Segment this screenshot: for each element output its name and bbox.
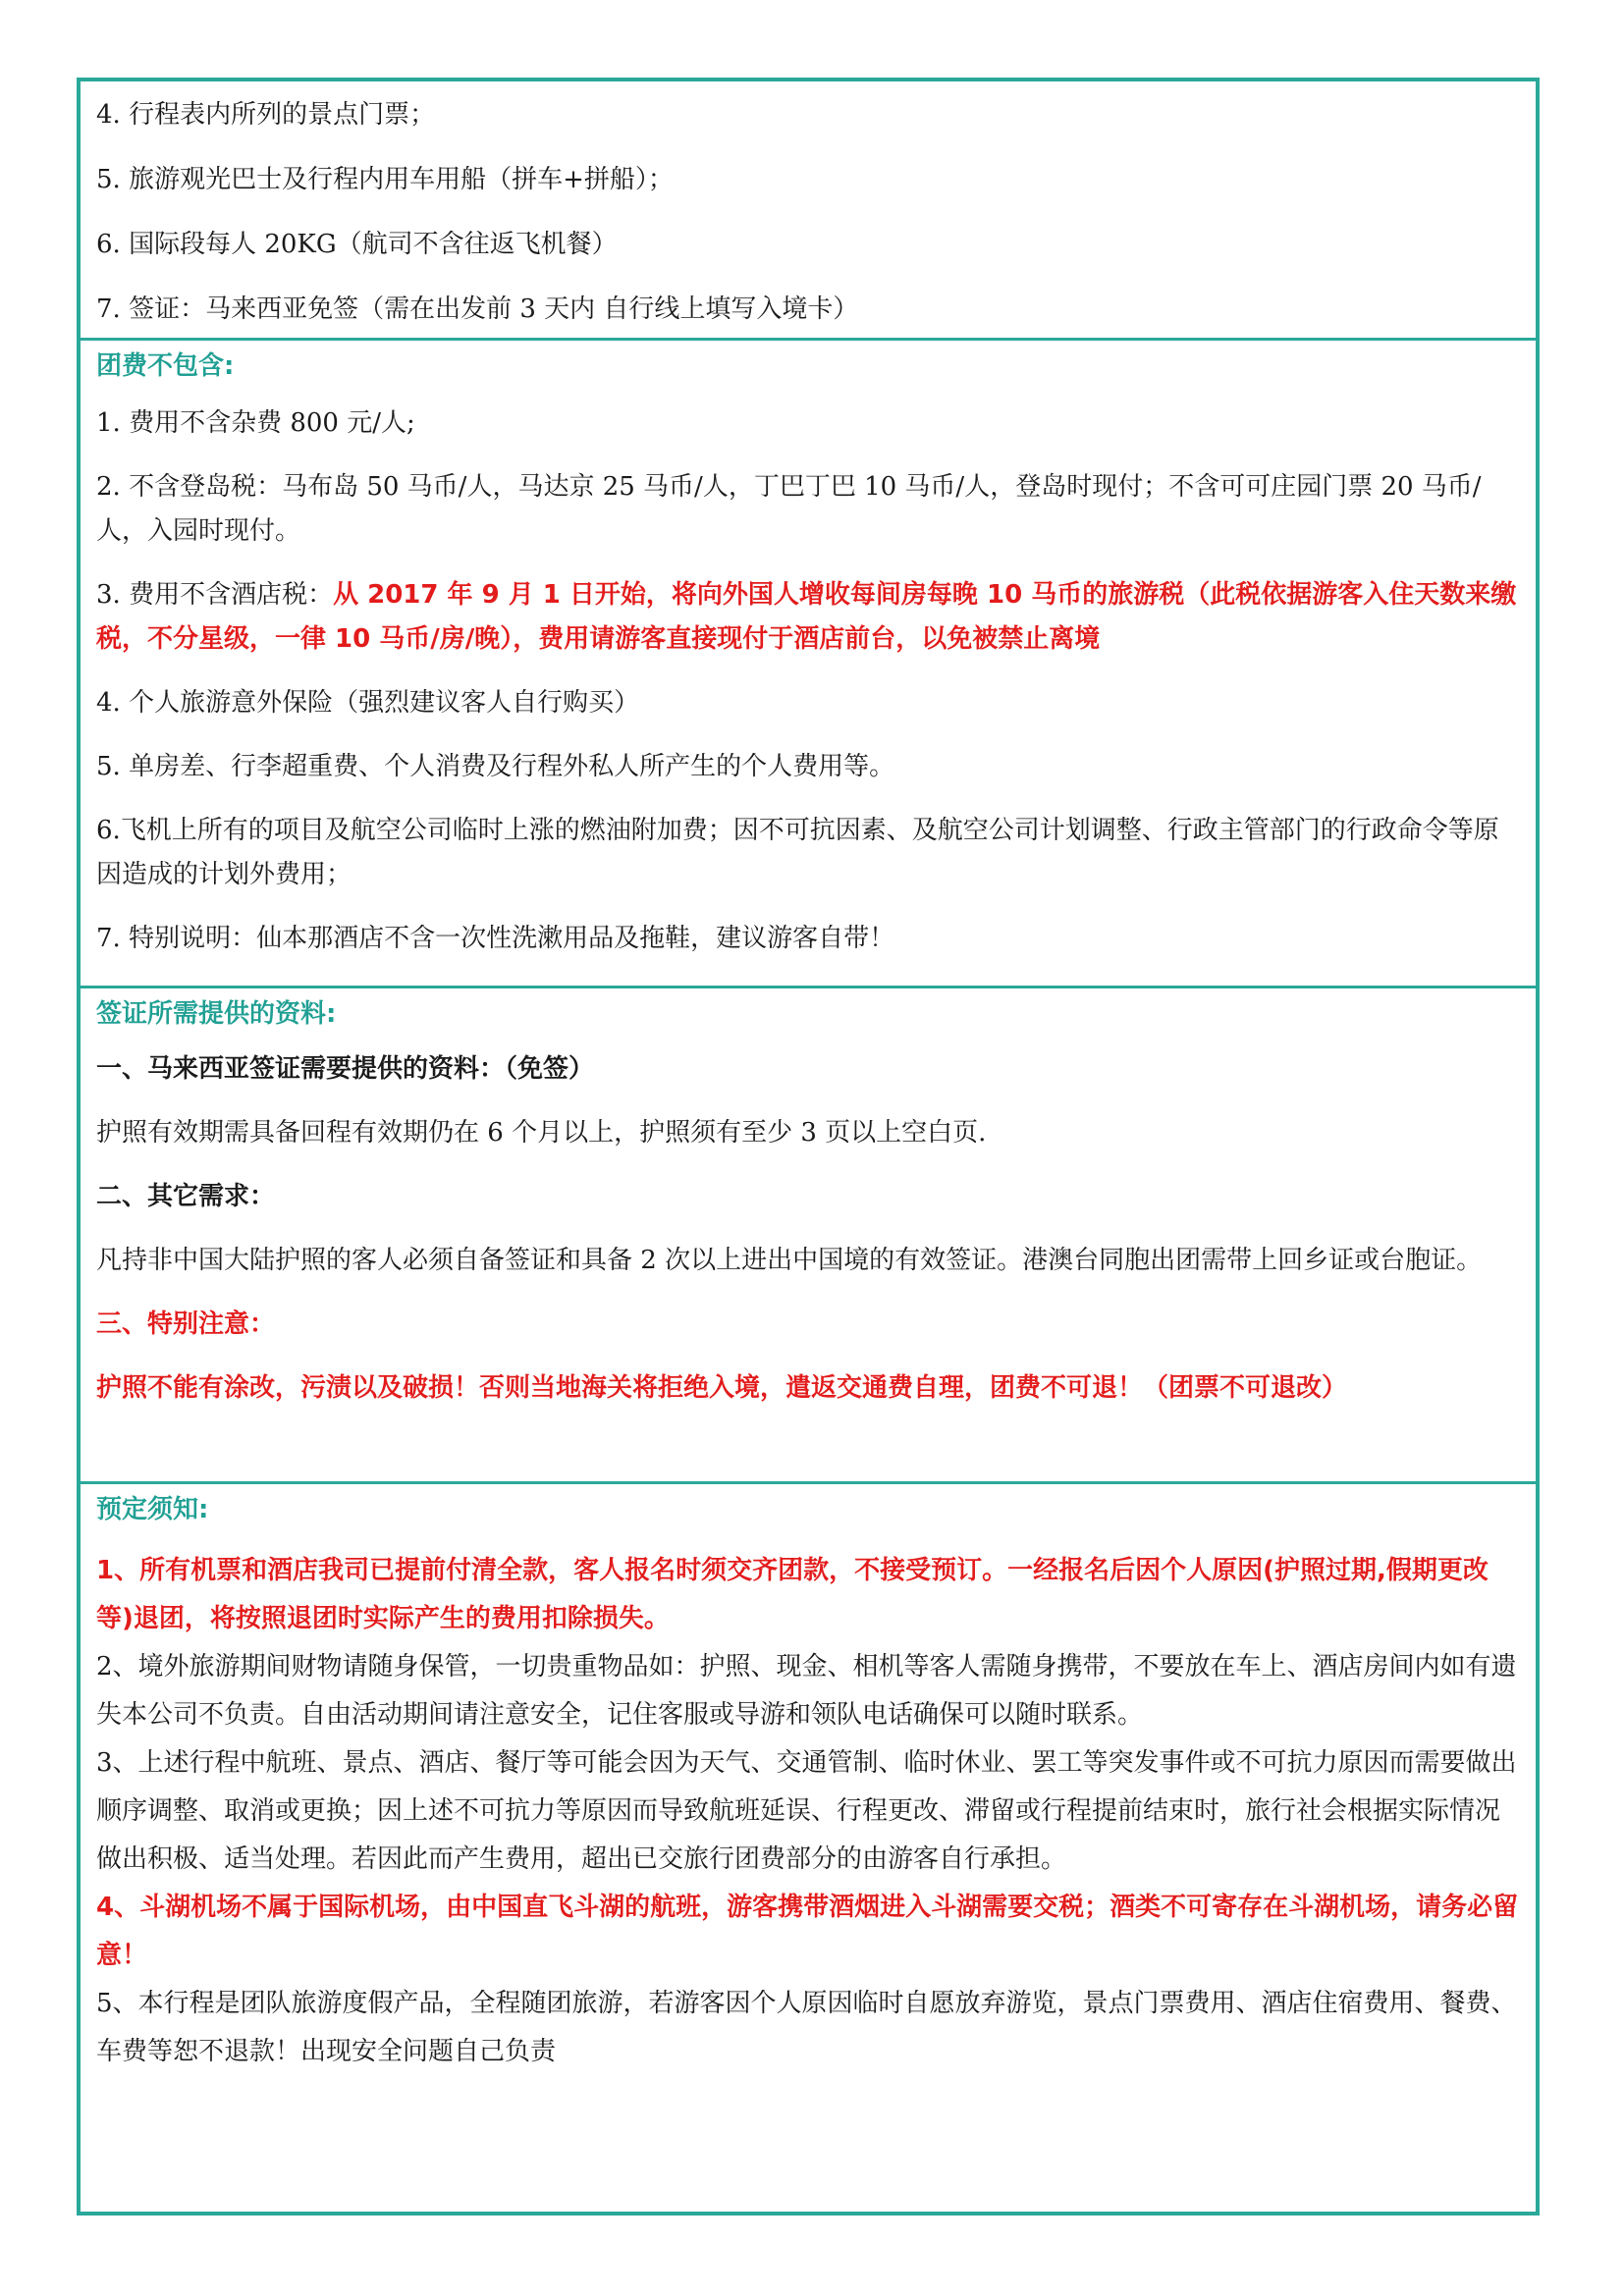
visa-title: 签证所需提供的资料: — [96, 999, 337, 1029]
excluded-item-1: 1. 费用不含杂费 800 元/人; — [96, 408, 415, 438]
booking-section — [81, 1484, 1536, 2076]
booking-note-5: 5、本行程是团队旅游度假产品，全程随团旅游，若游客因个人原因临时自愿放弃游览，景点门票费用、酒店住宿费用、餐费、车费等恕不退款！出现安全问题自己负责 — [96, 1989, 1517, 2066]
included-item-5: 5. 旅游观光巴士及行程内用车用船（拼车+拼船）； — [96, 165, 674, 194]
excluded-item-2: 2. 不含登岛税：马布岛 50 马币/人，马达京 25 马币/人，丁巴丁巴 10 马币/人，登岛时现付；不含可可庄园门票 20 马币/人，入园时现付。 — [96, 472, 1482, 546]
included-item-6: 6. 国际段每人 20KG（航司不含往返飞机餐） — [96, 230, 618, 259]
excluded-section — [81, 341, 1536, 988]
visa-malaysia-heading: 一、马来西亚签证需要提供的资料：（免签） — [96, 1054, 595, 1084]
booking-note-1: 1、所有机票和酒店我司已提前付清全款，客人报名时须交齐团款，不接受预订。一经报名后因个人原因(护照过期,假期更改等)退团，将按照退团时实际产生的费用扣除损失。 — [96, 1556, 1489, 1633]
visa-passport-text: 护照有效期需具备回程有效期仍在 6 个月以上，护照须有至少 3 页以上空白页. — [96, 1118, 987, 1148]
visa-attention-heading: 三、特别注意： — [96, 1309, 276, 1339]
included-item-4: 4. 行程表内所列的景点门票； — [96, 100, 436, 130]
excluded-item-4: 4. 个人旅游意外保险（强烈建议客人自行购买） — [96, 688, 640, 718]
excluded-item-6: 6.飞机上所有的项目及航空公司临时上涨的燃油附加费；因不可抗因素、及航空公司计划调整、行政主管部门的行政命令等原因造成的计划外费用； — [96, 816, 1499, 889]
booking-note-4: 4、斗湖机场不属于国际机场，由中国直飞斗湖的航班，游客携带酒烟进入斗湖需要交税；酒类不可寄存在斗湖机场，请务必留意！ — [96, 1893, 1519, 1970]
document-frame — [77, 78, 1540, 2216]
visa-other-text: 凡持非中国大陆护照的客人必须自备签证和具备 2 次以上进出中国境的有效签证。港澳台同胞出团需带上回乡证或台胞证。 — [96, 1246, 1483, 1275]
excluded-item-5: 5. 单房差、行李超重费、个人消费及行程外私人所产生的个人费用等。 — [96, 752, 895, 781]
visa-attention-text: 护照不能有涂改，污渍以及破损！否则当地海关将拒绝入境，遣返交通费自理，团费不可退！（团票不可退改） — [96, 1373, 1348, 1403]
booking-note-3: 3、上述行程中航班、景点、酒店、餐厅等可能会因为天气、交通管制、临时休业、罢工等突发事件或不可抗力原因而需要做出顺序调整、取消或更换；因上述不可抗力等原因而导致航班延误、行程更改、滞留或行程提前结束时，旅行社会根据实际情况做出积极、适当处理。若因此而产生费用，超出已交旅行团费部分的由游客自行承担。 — [96, 1748, 1517, 1874]
excluded-title: 团费不包含: — [96, 351, 235, 381]
excluded-item-3-prefix: 3. 费用不含酒店税： — [96, 580, 334, 610]
hotel-tax-warning: 从 2017 年 9 月 1 日开始，将向外国人增收每间房每晚 10 马币的旅游税（此税依据游客入住天数来缴税，不分星级，一律 10 马币/房/晚），费用请游客直接现付于酒店前台，以免被禁止离境 — [96, 580, 1517, 654]
booking-title: 预定须知: — [96, 1495, 209, 1524]
included-item-7: 7. 签证：马来西亚免签（需在出发前 3 天内 自行线上填写入境卡） — [96, 294, 859, 324]
visa-section — [81, 988, 1536, 1484]
included-section — [81, 81, 1536, 341]
visa-other-heading: 二、其它需求： — [96, 1182, 276, 1211]
excluded-item-7: 7. 特别说明：仙本那酒店不含一次性洗漱用品及拖鞋，建议游客自带！ — [96, 924, 895, 953]
booking-note-2: 2、境外旅游期间财物请随身保管，一切贵重物品如：护照、现金、相机等客人需随身携带，不要放在车上、酒店房间内如有遗失本公司不负责。自由活动期间请注意安全，记住客服或导游和领队电话确保可以随时联系。 — [96, 1652, 1517, 1730]
excluded-item-3 — [81, 573, 1536, 662]
